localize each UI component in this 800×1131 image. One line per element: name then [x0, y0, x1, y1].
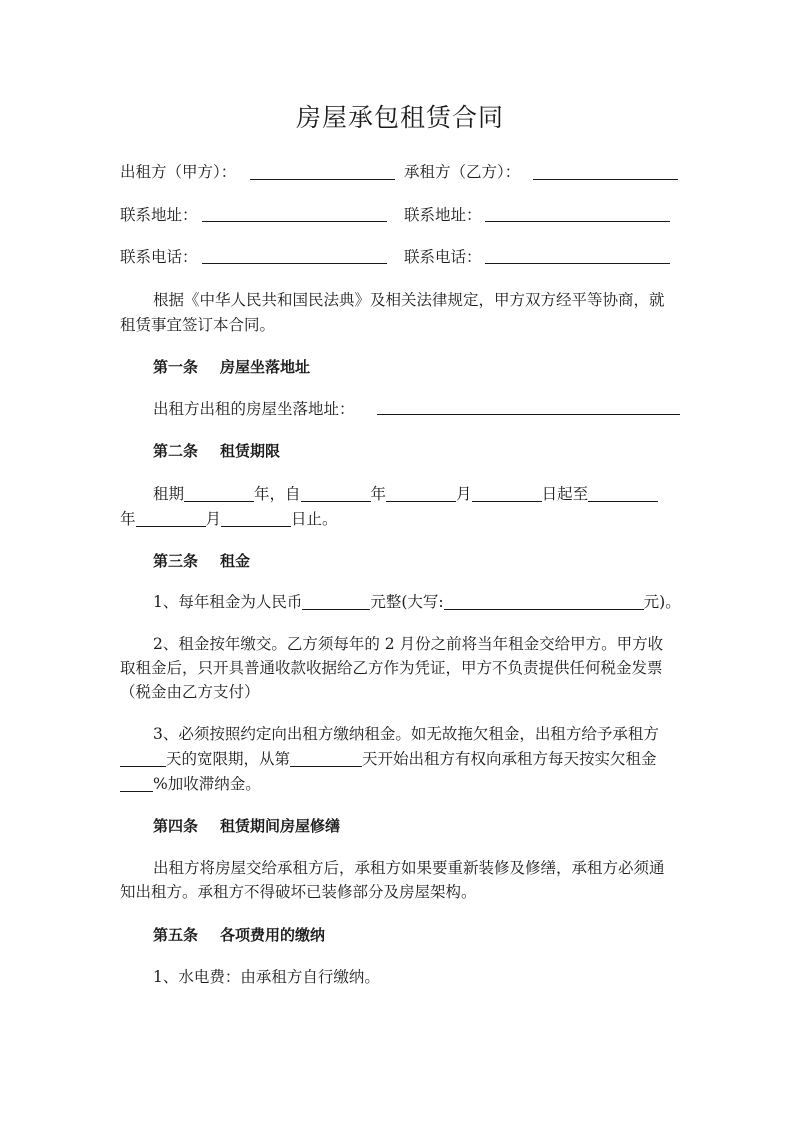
rent-amount-label: 1、每年租金为人民币 [153, 593, 303, 611]
lessee-label: 承租方（乙方）： [404, 163, 521, 181]
article-4-title: 租赁期间房屋修缮 [220, 817, 341, 835]
end-year-blank [588, 485, 658, 502]
rent-payment-line-1: 2、租金按年缴交。乙方须每年的 2 月份之前将当年租金交给甲方。甲方收 [153, 635, 664, 653]
lease-years-blank [184, 485, 254, 502]
article-3-heading [153, 549, 250, 573]
article-1-text: 出租方出租的房屋坐落地址： [153, 400, 355, 418]
article-5-number: 第五条 [153, 926, 199, 944]
start-month-blank [386, 485, 456, 502]
lease-term-label: 租期 [153, 485, 185, 503]
rent-amount-line [153, 590, 681, 614]
article-3-number: 第三条 [153, 552, 199, 570]
start-day-count-blank [290, 750, 362, 767]
start-month-text: 月 [456, 485, 472, 503]
lessor-address-label: 联系地址： [120, 206, 198, 224]
late-fee-rate-blank [120, 775, 153, 792]
grace-period-text: 天的宽限期，从第 [166, 750, 291, 768]
rent-payment-line-2: 取租金后，只开具普通收款收据给乙方作为凭证，甲方不负责提供任何税金发票 [120, 659, 663, 677]
end-month-text: 月 [205, 510, 222, 528]
late-payment-line-1: 3、必须按照约定向出租方缴纳租金。如无故拖欠租金，出租方给予承租方 [153, 725, 659, 743]
address-blank [377, 414, 680, 415]
article-1-title: 房屋坐落地址 [220, 358, 311, 376]
article-2-heading [153, 439, 280, 463]
end-year-text: 年 [120, 510, 136, 528]
article-4-heading [153, 814, 340, 838]
article-3-title: 租金 [220, 552, 251, 570]
lessor-label: 出租方（甲方）： [120, 163, 237, 181]
late-payment-line-2 [120, 747, 657, 771]
start-year-text: 年 [370, 485, 387, 503]
lease-year-text: 年，自 [254, 485, 301, 503]
end-month-blank [136, 510, 206, 527]
document-title: 房屋承包租赁合同 [295, 103, 504, 132]
lessor-phone-blank [202, 263, 387, 264]
rent-amount-blank [302, 593, 370, 610]
repair-line-1: 出租方将房屋交给承租方后，承租方如果要重新装修及修缮，承租方必须通 [153, 859, 665, 877]
rent-payment-line-3: （税金由乙方支付） [120, 683, 260, 701]
lessee-blank [533, 179, 678, 180]
start-year-blank [301, 485, 371, 502]
late-fee-rate-text: %加收滞纳金。 [153, 775, 261, 793]
lease-term-line-1 [153, 482, 658, 506]
preamble-line-1: 根据《中华人民共和国民法典》及相关法律规定，甲方双方经平等协商，就 [153, 291, 665, 309]
lessee-address-label: 联系地址： [404, 206, 482, 224]
lessee-address-blank [485, 221, 670, 222]
article-2-title: 租赁期限 [220, 442, 281, 460]
rent-amount-uppercase-blank [444, 593, 644, 610]
article-2-number: 第二条 [153, 442, 199, 460]
end-day-text: 日止。 [291, 510, 338, 528]
lessee-phone-blank [485, 263, 670, 264]
preamble-line-2: 租赁事宜签订本合同。 [120, 316, 276, 334]
article-1-number: 第一条 [153, 358, 199, 376]
lessor-address-blank [202, 221, 387, 222]
start-day-blank [472, 485, 542, 502]
end-day-blank [221, 510, 291, 527]
lessee-phone-label: 联系电话： [404, 248, 482, 266]
rent-amount-uppercase-label: 元整(大写: [370, 593, 444, 611]
grace-days-blank [120, 750, 166, 767]
article-1-heading [153, 355, 310, 379]
article-5-title: 各项费用的缴纳 [220, 926, 326, 944]
lease-term-line-2 [120, 507, 338, 531]
late-fee-text: 天开始出租方有权向承租方每天按实欠租金 [362, 750, 657, 768]
article-4-number: 第四条 [153, 817, 199, 835]
utilities-line: 1、水电费：由承租方自行缴纳。 [153, 968, 380, 986]
late-payment-line-3 [120, 772, 261, 796]
lessor-blank [250, 179, 395, 180]
start-day-text: 日起至 [541, 485, 589, 503]
lessor-phone-label: 联系电话： [120, 248, 198, 266]
article-5-heading [153, 923, 325, 947]
rent-amount-end: 元)。 [643, 593, 681, 611]
repair-line-2: 知出租方。承租方不得破坏已装修部分及房屋架构。 [120, 883, 477, 901]
